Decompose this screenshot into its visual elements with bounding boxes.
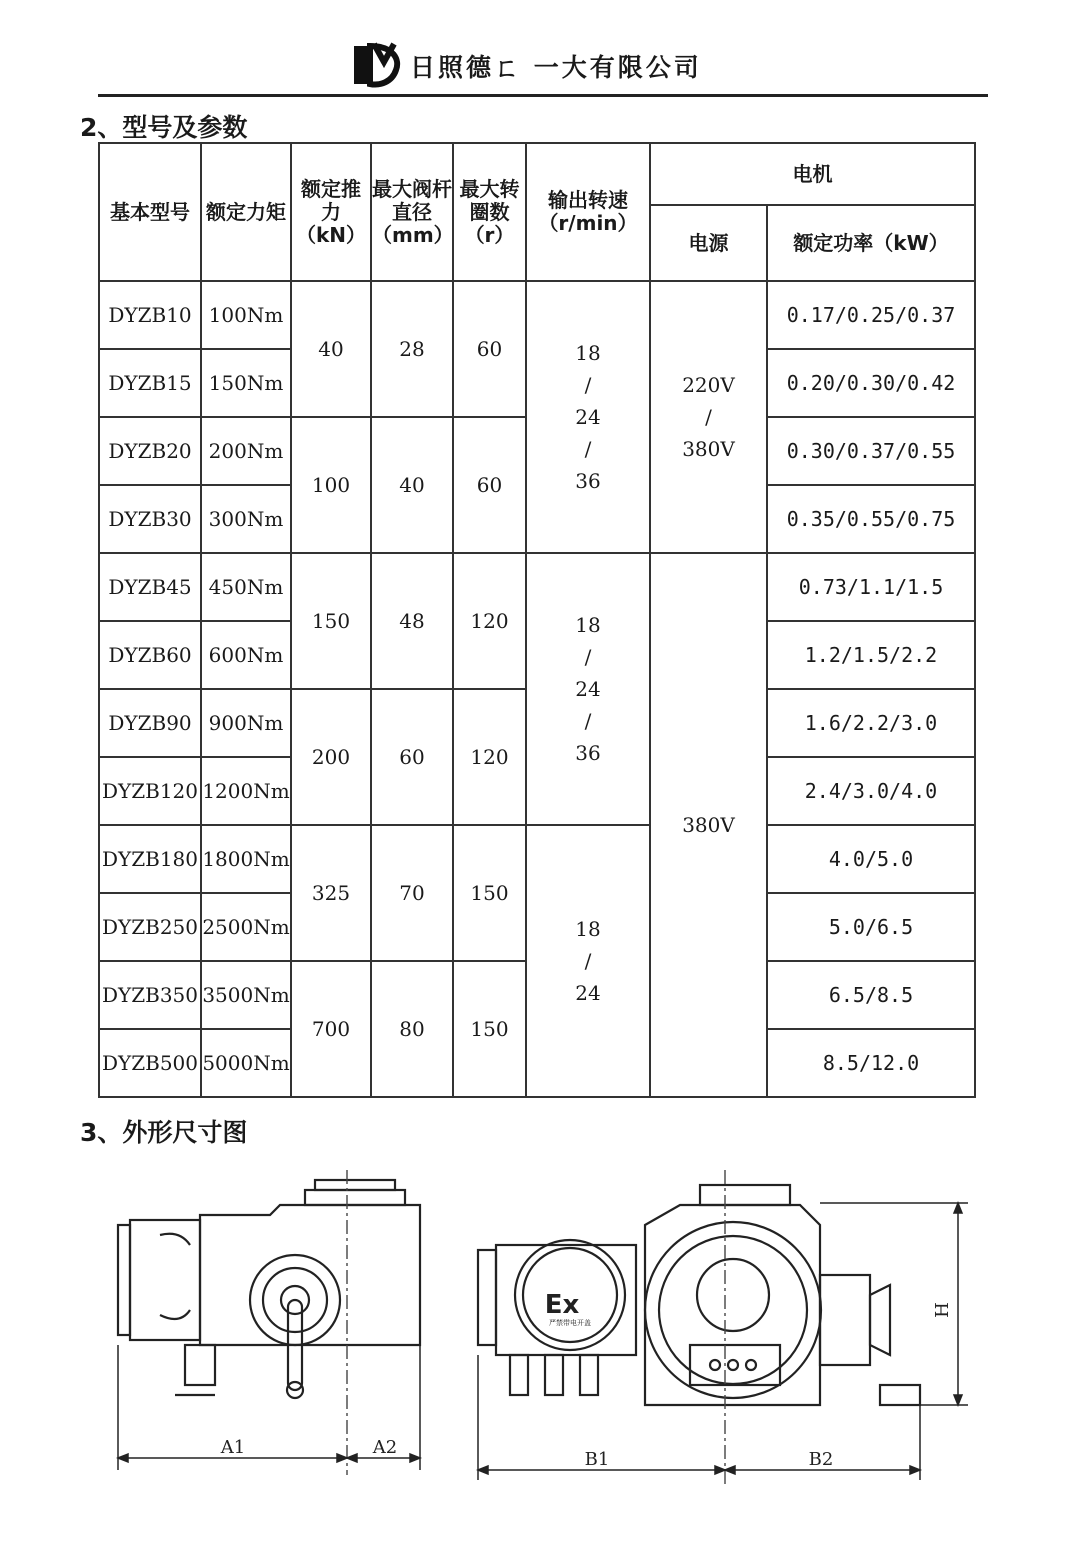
- cell-torque: 200Nm: [201, 417, 291, 485]
- cell-power: 4.0/5.0: [767, 825, 975, 893]
- header-model: 基本型号: [99, 143, 201, 281]
- cell-turns: 150: [453, 961, 526, 1097]
- header-power-rating: 额定功率（kW）: [767, 205, 975, 281]
- warning-label: 严禁带电开盖: [549, 1319, 591, 1327]
- cell-stem: 48: [371, 553, 453, 689]
- cell-turns: 60: [453, 417, 526, 553]
- cell-torque: 600Nm: [201, 621, 291, 689]
- header-torque: 额定力矩: [201, 143, 291, 281]
- cell-torque: 900Nm: [201, 689, 291, 757]
- cell-model: DYZB350: [99, 961, 201, 1029]
- cell-torque: 2500Nm: [201, 893, 291, 961]
- cell-torque: 450Nm: [201, 553, 291, 621]
- cell-model: DYZB30: [99, 485, 201, 553]
- header-motor: 电机: [650, 143, 975, 205]
- header-turns: 最大转圈数（r）: [453, 143, 526, 281]
- cell-power: 8.5/12.0: [767, 1029, 975, 1097]
- cell-speed: 18 / 24 / 36: [526, 281, 650, 553]
- ex-label: Ex: [544, 1290, 580, 1320]
- cell-torque: 300Nm: [201, 485, 291, 553]
- cell-model: DYZB45: [99, 553, 201, 621]
- cell-model: DYZB90: [99, 689, 201, 757]
- cell-power: 1.2/1.5/2.2: [767, 621, 975, 689]
- cell-model: DYZB250: [99, 893, 201, 961]
- cell-stem: 70: [371, 825, 453, 961]
- cell-power: 0.35/0.55/0.75: [767, 485, 975, 553]
- company-logo: [350, 40, 402, 92]
- header-speed: 输出转速（r/min）: [526, 143, 650, 281]
- cell-turns: 60: [453, 281, 526, 417]
- cell-torque: 3500Nm: [201, 961, 291, 1029]
- section-title-params: 2、型号及参数: [80, 113, 248, 142]
- cell-torque: 1800Nm: [201, 825, 291, 893]
- table-row: [99, 825, 975, 893]
- cell-thrust: 325: [291, 825, 371, 961]
- cell-power: 5.0/6.5: [767, 893, 975, 961]
- cell-model: DYZB120: [99, 757, 201, 825]
- cell-stem: 80: [371, 961, 453, 1097]
- cell-thrust: 200: [291, 689, 371, 825]
- cell-model: DYZB10: [99, 281, 201, 349]
- side-view-left: [118, 1180, 420, 1398]
- cell-torque: 5000Nm: [201, 1029, 291, 1097]
- cell-torque: 1200Nm: [201, 757, 291, 825]
- cell-thrust: 100: [291, 417, 371, 553]
- cell-model: DYZB15: [99, 349, 201, 417]
- dimension-drawing: [100, 1165, 980, 1505]
- cell-power: 6.5/8.5: [767, 961, 975, 1029]
- cell-torque: 100Nm: [201, 281, 291, 349]
- cell-thrust: 150: [291, 553, 371, 689]
- cell-turns: 120: [453, 553, 526, 689]
- dim-h: H: [932, 1302, 953, 1318]
- table-row: [99, 553, 975, 621]
- header-thrust: 额定推力（kN）: [291, 143, 371, 281]
- cell-speed: 18 / 24: [526, 825, 650, 1097]
- cell-power-source: 220V / 380V: [650, 281, 767, 553]
- cell-torque: 150Nm: [201, 349, 291, 417]
- parameter-table: [98, 142, 976, 1098]
- cell-power: 0.20/0.30/0.42: [767, 349, 975, 417]
- cell-model: DYZB180: [99, 825, 201, 893]
- letterhead: [350, 38, 702, 94]
- cell-turns: 150: [453, 825, 526, 961]
- header-divider: [98, 94, 988, 97]
- cell-speed: 18 / 24 / 36: [526, 553, 650, 825]
- section-title-dimensions: 3、外形尺寸图: [80, 1118, 248, 1147]
- header-power-source: 电源: [650, 205, 767, 281]
- cell-stem: 28: [371, 281, 453, 417]
- dim-a1: A1: [220, 1437, 246, 1458]
- cell-model: DYZB60: [99, 621, 201, 689]
- cell-stem: 60: [371, 689, 453, 825]
- dim-b2: B2: [808, 1449, 834, 1470]
- cell-stem: 40: [371, 417, 453, 553]
- header-stem-diameter: 最大阀杆直径（mm）: [371, 143, 453, 281]
- dim-b1: B1: [584, 1449, 610, 1470]
- cell-power: 0.73/1.1/1.5: [767, 553, 975, 621]
- cell-power-source: 380V: [650, 553, 767, 1097]
- cell-power: 0.30/0.37/0.55: [767, 417, 975, 485]
- cell-power: 1.6/2.2/3.0: [767, 689, 975, 757]
- cell-power: 2.4/3.0/4.0: [767, 757, 975, 825]
- table-row: [99, 281, 975, 349]
- cell-power: 0.17/0.25/0.37: [767, 281, 975, 349]
- company-name: 日照德ㄈ 一大有限公司: [410, 53, 702, 82]
- cell-thrust: 40: [291, 281, 371, 417]
- dim-a2: A2: [372, 1437, 398, 1458]
- cell-thrust: 700: [291, 961, 371, 1097]
- cell-model: DYZB500: [99, 1029, 201, 1097]
- cell-turns: 120: [453, 689, 526, 825]
- cell-model: DYZB20: [99, 417, 201, 485]
